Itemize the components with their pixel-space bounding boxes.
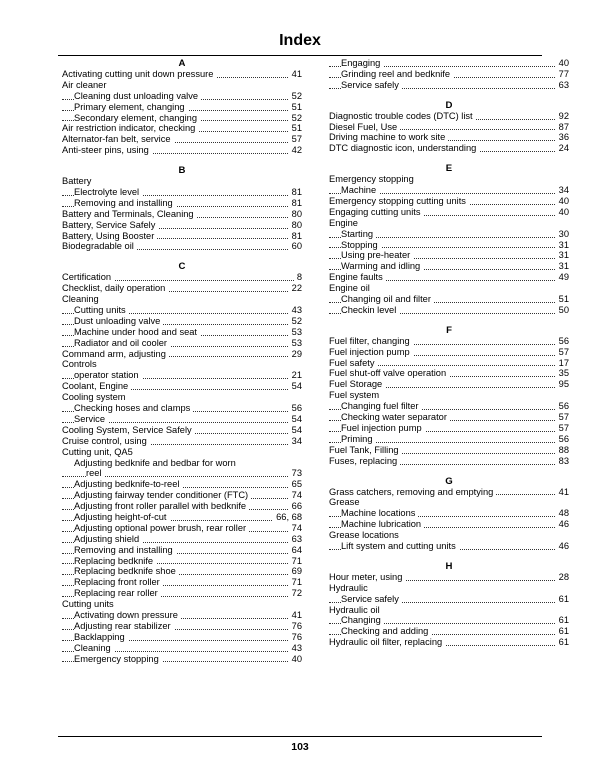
- index-subentry: [329, 305, 569, 316]
- entry-label: Cleaning: [74, 643, 114, 653]
- entry-page-number: 34: [556, 185, 569, 196]
- entry-label: Removing and installing: [74, 198, 176, 208]
- index-subentry: [329, 80, 569, 91]
- entry-page-number: 30: [556, 229, 569, 240]
- entry-page-number: 77: [556, 69, 569, 80]
- entry-page-number: 53: [289, 327, 302, 338]
- index-subentry: [62, 545, 302, 556]
- entry-label: operator station: [74, 370, 142, 380]
- entry-page-number: 46: [556, 519, 569, 530]
- entry-page-number: 88: [556, 445, 569, 456]
- entry-page-number: 57: [289, 134, 302, 145]
- entry-label: Battery and Terminals, Cleaning: [62, 209, 197, 219]
- entry-page-number: 66, 68: [273, 512, 302, 523]
- entry-page-number: 56: [289, 403, 302, 414]
- section-letter: B: [178, 165, 186, 177]
- index-subentry: [62, 632, 302, 643]
- index-subentry: [329, 541, 569, 552]
- entry-label: Anti-steer pins, using: [62, 145, 152, 155]
- entry-page-number: 41: [289, 610, 302, 621]
- entry-page-number: 24: [556, 143, 569, 154]
- index-subentry: [62, 556, 302, 567]
- index-entry: [62, 392, 302, 403]
- section-letter: C: [178, 261, 186, 273]
- section-letter: H: [445, 560, 453, 572]
- entry-label: Activating down pressure: [74, 610, 181, 620]
- index-entry: [329, 390, 569, 401]
- index-entry: [329, 272, 569, 283]
- entry-page-number: 95: [556, 379, 569, 390]
- entry-page-number: 21: [289, 370, 302, 381]
- entry-label: Diesel Fuel, Use: [329, 122, 400, 132]
- index-entry: [62, 349, 302, 360]
- entry-label: Service safely: [341, 80, 402, 90]
- entry-label: Coolant, Engine: [62, 381, 131, 391]
- entry-page-number: 63: [556, 80, 569, 91]
- entry-label: Alternator-fan belt, service: [62, 134, 174, 144]
- entry-label: Engine: [329, 218, 361, 228]
- entry-page-number: 73: [289, 468, 302, 479]
- entry-label: reel: [86, 468, 105, 478]
- entry-label: Grass catchers, removing and emptying: [329, 487, 496, 497]
- section-gap: [329, 552, 569, 561]
- index-entry: [329, 456, 569, 467]
- index-entry: [62, 599, 302, 610]
- index-subentry: [62, 187, 302, 198]
- entry-page-number: 42: [289, 145, 302, 156]
- entry-page-number: 49: [556, 272, 569, 283]
- entry-label: Activating cutting unit down pressure: [62, 69, 216, 79]
- index-entry: [329, 637, 569, 648]
- page-title: Index: [279, 32, 321, 49]
- index-entry: [329, 196, 569, 207]
- entry-label: Adjusting bedknife-to-reel: [74, 479, 182, 489]
- section-gap: [329, 91, 569, 100]
- index-entry: [62, 359, 302, 370]
- entry-label: Replacing bedknife: [74, 556, 156, 566]
- index-subentry: [329, 294, 569, 305]
- entry-page-number: 56: [556, 401, 569, 412]
- entry-page-number: 52: [289, 113, 302, 124]
- index-entry: [329, 132, 569, 143]
- index-subentry: [62, 305, 302, 316]
- index-subentry: [62, 198, 302, 209]
- entry-label: Warming and idling: [341, 261, 423, 271]
- entry-label: Changing oil and filter: [341, 294, 434, 304]
- entry-page-number: 57: [556, 423, 569, 434]
- entry-page-number: 69: [289, 566, 302, 577]
- index-subentry: [329, 423, 569, 434]
- section-gap: [329, 154, 569, 163]
- entry-label: Cleaning dust unloading valve: [74, 91, 201, 101]
- index-column-right: [329, 58, 569, 648]
- index-subentry: [329, 261, 569, 272]
- entry-label: Emergency stopping cutting units: [329, 196, 469, 206]
- index-entry: [329, 283, 569, 294]
- section-letter: G: [445, 475, 453, 487]
- entry-label: Machine lubrication: [341, 519, 424, 529]
- index-subentry: [62, 91, 302, 102]
- index-subentry: [329, 229, 569, 240]
- entry-label: Air cleaner: [62, 80, 109, 90]
- entry-label: Fuel filter, changing: [329, 336, 413, 346]
- index-subentry: [62, 523, 302, 534]
- entry-page-number: 29: [289, 349, 302, 360]
- section-gap: [329, 316, 569, 325]
- index-subentry: [329, 594, 569, 605]
- index-subentry: [329, 626, 569, 637]
- entry-label: Hydraulic oil filter, replacing: [329, 637, 445, 647]
- index-entry: [62, 69, 302, 80]
- entry-label: Changing: [341, 615, 384, 625]
- entry-label: Adjusting front roller parallel with bedknife: [74, 501, 249, 511]
- index-subentry: [329, 250, 569, 261]
- entry-page-number: 63: [289, 534, 302, 545]
- entry-label: Controls: [62, 359, 100, 369]
- index-subentry: [62, 566, 302, 577]
- entry-page-number: 61: [556, 637, 569, 648]
- entry-page-number: 54: [289, 414, 302, 425]
- entry-page-number: 52: [289, 91, 302, 102]
- index-subentry: [62, 458, 302, 469]
- index-entry: [62, 283, 302, 294]
- entry-page-number: 64: [289, 545, 302, 556]
- index-subentry: [62, 501, 302, 512]
- entry-page-number: 35: [556, 368, 569, 379]
- index-subentry: [329, 615, 569, 626]
- entry-label: Adjusting height-of-cut: [74, 512, 170, 522]
- entry-page-number: 41: [289, 69, 302, 80]
- index-subentry: [329, 69, 569, 80]
- bottom-rule: [58, 736, 542, 737]
- index-subentry: [62, 654, 302, 665]
- entry-page-number: 81: [289, 187, 302, 198]
- index-entry: [62, 294, 302, 305]
- entry-label: Checkin level: [341, 305, 399, 315]
- entry-label: Machine under hood and seat: [74, 327, 200, 337]
- entry-label: Replacing rear roller: [74, 588, 161, 598]
- entry-page-number: 34: [289, 436, 302, 447]
- index-subentry: [329, 434, 569, 445]
- index-entry: [329, 368, 569, 379]
- index-entry: [329, 174, 569, 185]
- index-subentry: [62, 102, 302, 113]
- entry-label: Priming: [341, 434, 376, 444]
- entry-page-number: 56: [556, 434, 569, 445]
- index-subentry: [62, 316, 302, 327]
- section-letter: F: [446, 324, 452, 336]
- entry-label: Cooling System, Service Safely: [62, 425, 195, 435]
- entry-label: Engine faults: [329, 272, 386, 282]
- index-entry: [329, 379, 569, 390]
- index-subentry: [62, 512, 302, 523]
- entry-label: Adjusting fairway tender conditioner (FTC): [74, 490, 251, 500]
- index-subentry: [62, 479, 302, 490]
- entry-label: Command arm, adjusting: [62, 349, 169, 359]
- entry-label: Hour meter, using: [329, 572, 405, 582]
- entry-page-number: 92: [556, 111, 569, 122]
- entry-label: Battery: [62, 176, 94, 186]
- entry-page-number: 43: [289, 305, 302, 316]
- entry-page-number: 41: [556, 487, 569, 498]
- entry-page-number: 71: [289, 556, 302, 567]
- entry-page-number: 40: [289, 654, 302, 665]
- section-letter: D: [445, 99, 453, 111]
- entry-label: Certification: [62, 272, 114, 282]
- entry-label: Adjusting optional power brush, rear roller: [74, 523, 249, 533]
- entry-page-number: 28: [556, 572, 569, 583]
- section-gap: [329, 467, 569, 476]
- entry-label: Cutting units: [62, 599, 117, 609]
- index-subentry: [62, 338, 302, 349]
- index-column-left: [62, 58, 302, 664]
- entry-label: Hydraulic: [329, 583, 371, 593]
- entry-label: Fuel Storage: [329, 379, 385, 389]
- index-subentry: [329, 185, 569, 196]
- entry-label: Grease locations: [329, 530, 402, 540]
- entry-label: Adjusting shield: [74, 534, 142, 544]
- entry-label: Electrolyte level: [74, 187, 142, 197]
- entry-page-number: 87: [556, 122, 569, 133]
- index-entry: [62, 231, 302, 242]
- index-entry: [329, 207, 569, 218]
- entry-label: Biodegradable oil: [62, 241, 137, 251]
- entry-label: Fuel system: [329, 390, 382, 400]
- index-entry: [329, 143, 569, 154]
- entry-page-number: 17: [556, 358, 569, 369]
- entry-page-number: 74: [289, 523, 302, 534]
- entry-label: Engaging: [341, 58, 383, 68]
- index-entry: [329, 218, 569, 229]
- index-entry: [329, 572, 569, 583]
- entry-label: Fuel injection pump: [341, 423, 425, 433]
- entry-label: Fuel injection pump: [329, 347, 413, 357]
- entry-label: Checking water separator: [341, 412, 450, 422]
- entry-label: Emergency stopping: [329, 174, 417, 184]
- entry-label: Secondary element, changing: [74, 113, 200, 123]
- entry-page-number: 74: [289, 490, 302, 501]
- entry-label: Fuel shut-off valve operation: [329, 368, 449, 378]
- index-entry: [62, 80, 302, 91]
- index-subentry: [62, 577, 302, 588]
- entry-label: Machine locations: [341, 508, 418, 518]
- index-entry: [62, 123, 302, 134]
- index-subentry: [62, 414, 302, 425]
- entry-label: Cutting units: [74, 305, 129, 315]
- entry-label: Checking hoses and clamps: [74, 403, 193, 413]
- entry-label: Checking and adding: [341, 626, 431, 636]
- entry-page-number: 43: [289, 643, 302, 654]
- entry-page-number: 51: [289, 102, 302, 113]
- entry-label: Driving machine to work site: [329, 132, 448, 142]
- entry-page-number: 56: [556, 336, 569, 347]
- entry-page-number: 61: [556, 594, 569, 605]
- entry-page-number: 54: [289, 425, 302, 436]
- entry-page-number: 83: [556, 456, 569, 467]
- entry-page-number: 40: [556, 196, 569, 207]
- entry-page-number: 31: [556, 250, 569, 261]
- entry-page-number: 60: [289, 241, 302, 252]
- index-entry: [329, 497, 569, 508]
- entry-label: Primary element, changing: [74, 102, 188, 112]
- section-letter: A: [178, 58, 186, 69]
- entry-label: Backlapping: [74, 632, 128, 642]
- entry-page-number: 48: [556, 508, 569, 519]
- top-rule: [58, 55, 542, 56]
- index-subentry: [62, 403, 302, 414]
- entry-label: Cooling system: [62, 392, 129, 402]
- entry-page-number: 76: [289, 621, 302, 632]
- entry-label: Fuel Tank, Filling: [329, 445, 402, 455]
- index-entry: [62, 381, 302, 392]
- index-entry: [62, 436, 302, 447]
- index-subentry: [329, 58, 569, 69]
- entry-label: Lift system and cutting units: [341, 541, 459, 551]
- entry-page-number: 71: [289, 577, 302, 588]
- index-entry: [329, 347, 569, 358]
- index-entry: [329, 358, 569, 369]
- entry-label: Engaging cutting units: [329, 207, 424, 217]
- entry-page-number: 57: [556, 347, 569, 358]
- entry-page-number: 72: [289, 588, 302, 599]
- entry-label: Grease: [329, 497, 363, 507]
- entry-page-number: 8: [294, 272, 302, 283]
- index-entry: [329, 583, 569, 594]
- section-gap: [62, 252, 302, 261]
- entry-label: Battery, Using Booster: [62, 231, 157, 241]
- index-subentry: [62, 534, 302, 545]
- entry-label: Emergency stopping: [74, 654, 162, 664]
- index-entry: [62, 425, 302, 436]
- entry-label: Stopping: [341, 240, 381, 250]
- entry-label: Using pre-heater: [341, 250, 413, 260]
- index-subentry: [62, 327, 302, 338]
- entry-page-number: 65: [289, 479, 302, 490]
- index-entry: [62, 447, 302, 458]
- entry-page-number: 31: [556, 240, 569, 251]
- entry-page-number: 50: [556, 305, 569, 316]
- index-subentry: [62, 643, 302, 654]
- entry-page-number: 76: [289, 632, 302, 643]
- entry-page-number: 51: [289, 123, 302, 134]
- entry-label: Diagnostic trouble codes (DTC) list: [329, 111, 476, 121]
- entry-label: Dust unloading valve: [74, 316, 163, 326]
- index-subentry: [62, 588, 302, 599]
- entry-label: Removing and installing: [74, 545, 176, 555]
- entry-page-number: 61: [556, 626, 569, 637]
- index-subentry: [329, 519, 569, 530]
- index-entry: [62, 272, 302, 283]
- entry-label: Radiator and oil cooler: [74, 338, 170, 348]
- index-subentry: [62, 370, 302, 381]
- entry-page-number: 52: [289, 316, 302, 327]
- index-entry: [329, 605, 569, 616]
- index-entry: [329, 336, 569, 347]
- index-subentry: [62, 610, 302, 621]
- entry-page-number: 57: [556, 412, 569, 423]
- entry-label: Service safely: [341, 594, 402, 604]
- index-entry: [329, 487, 569, 498]
- index-subentry: [329, 240, 569, 251]
- entry-page-number: 51: [556, 294, 569, 305]
- entry-page-number: 81: [289, 198, 302, 209]
- index-entry: [329, 111, 569, 122]
- entry-page-number: 80: [289, 209, 302, 220]
- entry-label: Engine oil: [329, 283, 373, 293]
- entry-page-number: 61: [556, 615, 569, 626]
- index-subentry: [329, 401, 569, 412]
- entry-page-number: 53: [289, 338, 302, 349]
- index-subentry: [62, 621, 302, 632]
- index-entry: [329, 445, 569, 456]
- entry-label: Adjusting rear stabilizer: [74, 621, 174, 631]
- entry-label: Grinding reel and bedknife: [341, 69, 453, 79]
- entry-label: Air restriction indicator, checking: [62, 123, 198, 133]
- index-entry: [329, 122, 569, 133]
- entry-label: Cutting unit, QA5: [62, 447, 136, 457]
- entry-page-number: 40: [556, 58, 569, 69]
- index-subentry: [62, 113, 302, 124]
- index-entry: [62, 176, 302, 187]
- entry-page-number: 81: [289, 231, 302, 242]
- entry-label: Service: [74, 414, 108, 424]
- index-entry: [62, 134, 302, 145]
- entry-label: Replacing front roller: [74, 577, 163, 587]
- entry-label: Starting: [341, 229, 376, 239]
- entry-label: Hydraulic oil: [329, 605, 383, 615]
- entry-page-number: 40: [556, 207, 569, 218]
- section-letter: E: [445, 163, 453, 175]
- index-entry: [62, 145, 302, 156]
- index-entry: [329, 530, 569, 541]
- entry-page-number: 80: [289, 220, 302, 231]
- entry-label: Battery, Service Safely: [62, 220, 158, 230]
- page-number: 103: [291, 741, 309, 753]
- index-entry: [62, 241, 302, 252]
- entry-label: Machine: [341, 185, 379, 195]
- entry-page-number: 66: [289, 501, 302, 512]
- entry-label: Checklist, daily operation: [62, 283, 168, 293]
- entry-page-number: 46: [556, 541, 569, 552]
- index-entry: [62, 220, 302, 231]
- entry-page-number: 36: [556, 132, 569, 143]
- section-gap: [62, 156, 302, 165]
- entry-label: DTC diagnostic icon, understanding: [329, 143, 479, 153]
- entry-label: Cleaning: [62, 294, 102, 304]
- entry-label: Cruise control, using: [62, 436, 150, 446]
- index-subentry: [329, 508, 569, 519]
- entry-label: Changing fuel filter: [341, 401, 422, 411]
- entry-label: Replacing bedknife shoe: [74, 566, 179, 576]
- index-subentry: [62, 468, 302, 479]
- entry-label: Fuel safety: [329, 358, 377, 368]
- index-subentry: [62, 490, 302, 501]
- entry-page-number: 31: [556, 261, 569, 272]
- entry-label: Fuses, replacing: [329, 456, 400, 466]
- entry-page-number: 22: [289, 283, 302, 294]
- index-entry: [62, 209, 302, 220]
- entry-page-number: 54: [289, 381, 302, 392]
- index-subentry: [329, 412, 569, 423]
- entry-label: Adjusting bedknife and bedbar for worn: [74, 458, 239, 468]
